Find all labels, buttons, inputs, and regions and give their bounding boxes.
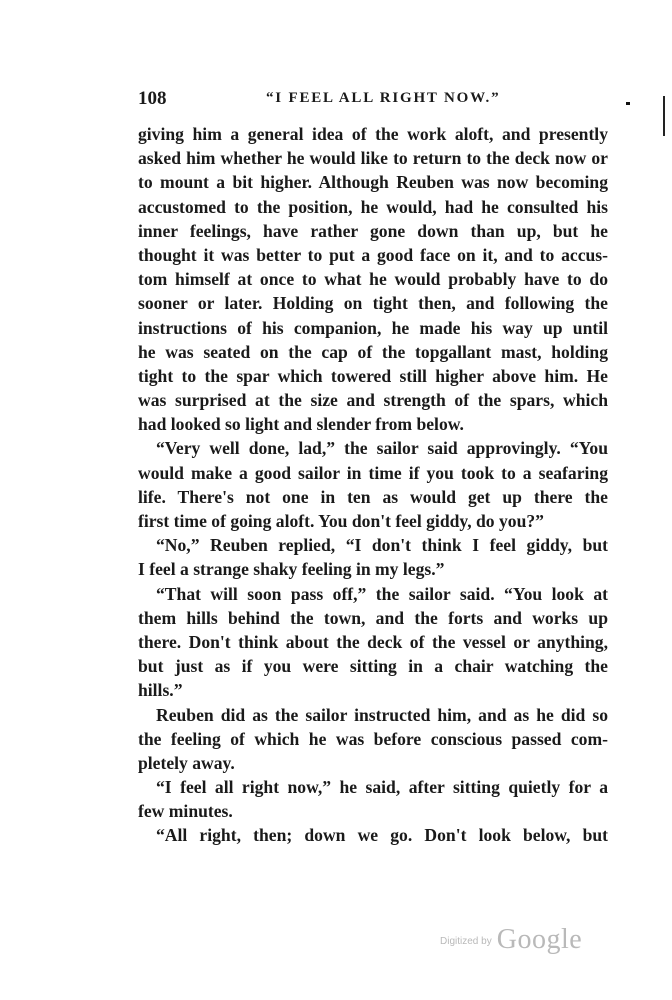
text-line: was surprised at the size and strength of the spars, which bbox=[138, 390, 608, 411]
text-line: life. There's not one in ten as would get up there the bbox=[138, 486, 608, 507]
text-line: to mount a bit higher. Although Reuben was now becoming bbox=[138, 172, 608, 193]
text-line: “All right, then; down we go. Don't look below, but bbox=[156, 825, 608, 846]
text-line: accustomed to the position, he would, had he consulted his bbox=[138, 196, 608, 217]
text-line: few minutes. bbox=[138, 801, 233, 822]
text-line: thought it was better to put a good face on it, and to accus- bbox=[138, 244, 608, 265]
text-line: “No,” Reuben replied, “I don't think I feel giddy, but bbox=[156, 535, 608, 556]
text-line: inner feelings, have rather gone down than up, but he bbox=[138, 220, 608, 241]
text-line: sooner or later. Holding on tight then, and following the bbox=[138, 293, 608, 314]
text-line: Reuben did as the sailor instructed him, and as he did so bbox=[156, 704, 608, 725]
running-head: “I FEEL ALL RIGHT NOW.” bbox=[266, 90, 501, 106]
google-logo: Google bbox=[496, 924, 583, 955]
text-line: giving him a general idea of the work aloft, and presently bbox=[138, 124, 608, 144]
scan-mark-bar bbox=[663, 96, 665, 136]
text-line: there. Don't think about the deck of the vessel or anything, bbox=[138, 631, 608, 652]
text-line: “That will soon pass off,” the sailor said. “You look at bbox=[156, 583, 608, 604]
text-line: I feel a strange shaky feeling in my legs.” bbox=[138, 559, 445, 580]
text-line: but just as if you were sitting in a chair watching the bbox=[138, 656, 608, 677]
page-number: 108 bbox=[138, 88, 167, 109]
text-line: instructions of his companion, he made his way up until bbox=[138, 317, 608, 338]
text-line: pletely away. bbox=[138, 752, 235, 773]
text-line: the feeling of which he was before conscious passed com- bbox=[138, 728, 608, 749]
text-line: them hills behind the town, and the forts and works up bbox=[138, 607, 608, 628]
scan-mark-dot bbox=[626, 102, 630, 105]
text-line: tight to the spar which towered still higher above him. He bbox=[138, 365, 608, 386]
page-header bbox=[138, 88, 608, 114]
text-line: “I feel all right now,” he said, after sitting quietly for a bbox=[156, 777, 608, 798]
text-line: tom himself at once to what he would probably have to do bbox=[138, 269, 608, 290]
text-line: he was seated on the cap of the topgallant mast, holding bbox=[138, 341, 608, 362]
text-line: asked him whether he would like to return to the deck now or bbox=[138, 148, 608, 169]
text-line: “Very well done, lad,” the sailor said approvingly. “You bbox=[156, 438, 608, 459]
watermark-prefix: Digitized by bbox=[440, 936, 492, 947]
text-line: had looked so light and slender from below. bbox=[138, 414, 464, 435]
text-line: hills.” bbox=[138, 680, 183, 701]
text-line: would make a good sailor in time if you took to a seafaring bbox=[138, 462, 608, 483]
body-text bbox=[138, 122, 608, 848]
digitized-by-google-watermark bbox=[440, 924, 582, 956]
text-line: first time of going aloft. You don't feel giddy, do you?” bbox=[138, 511, 544, 531]
